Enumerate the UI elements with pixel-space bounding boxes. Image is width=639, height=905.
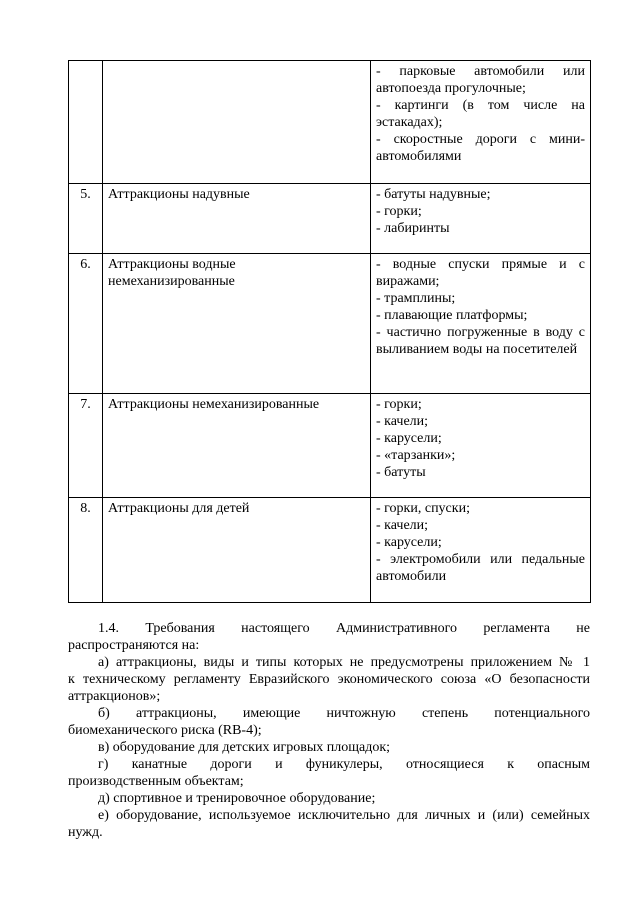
row-number: 5. xyxy=(69,184,103,254)
attraction-class: Аттракционы водные немеханизированные xyxy=(103,254,371,394)
table-row xyxy=(69,498,591,603)
paragraph-line: к техническому регламенту Евразийского экономического союза «О безопасности xyxy=(68,672,590,687)
paragraph-line: а) аттракционы, виды и типы которых не предусмотрены приложением № 1 xyxy=(98,655,590,670)
type-item: - водные спуски прямые и с виражами; xyxy=(376,257,585,289)
type-item: - «тарзанки»; xyxy=(376,448,456,463)
type-item: - лабиринты xyxy=(376,221,450,236)
type-item: - карусели; xyxy=(376,535,442,550)
paragraph-line: б) аттракционы, имеющие ничтожную степень потенциального xyxy=(98,706,590,721)
attractions-table xyxy=(68,60,591,603)
attraction-class: Аттракционы для детей xyxy=(103,498,371,603)
attraction-types xyxy=(371,498,591,603)
paragraph-line: биомеханического риска (RB-4); xyxy=(68,723,262,738)
table-row xyxy=(69,61,591,184)
section-1-4 xyxy=(68,620,590,841)
attraction-class: Аттракционы немеханизированные xyxy=(103,394,371,498)
type-item: - электромобили или педальные автомобили xyxy=(376,552,585,584)
table-row xyxy=(69,394,591,498)
attraction-types xyxy=(371,254,591,394)
type-item: - картинги (в том числе на эстакадах); xyxy=(376,98,585,130)
attraction-types xyxy=(371,394,591,498)
paragraph-line: распространяются на: xyxy=(68,638,200,653)
attraction-types xyxy=(371,184,591,254)
paragraph-item-a xyxy=(68,654,590,705)
table-row xyxy=(69,254,591,394)
type-item: - плавающие платформы; xyxy=(376,308,528,323)
paragraph-line: е) оборудование, используемое исключительно для личных и (или) семейных xyxy=(98,808,590,823)
paragraph-1-4 xyxy=(68,620,590,654)
type-item: - скоростные дороги с мини-автомобилями xyxy=(376,132,585,164)
paragraph-line: г) канатные дороги и фуникулеры, относящиеся к опасным xyxy=(98,757,590,772)
type-item: - горки; xyxy=(376,204,422,219)
row-number: 6. xyxy=(69,254,103,394)
attraction-class: Аттракционы надувные xyxy=(103,184,371,254)
type-item: - частично погруженные в воду с выливанием воды на посетителей xyxy=(376,325,585,357)
paragraph-item-b xyxy=(68,705,590,739)
paragraph-line: нужд. xyxy=(68,825,103,840)
type-item: - горки, спуски; xyxy=(376,501,470,516)
attraction-class xyxy=(103,61,371,184)
table-row xyxy=(69,184,591,254)
paragraph-item-g xyxy=(68,756,590,790)
type-item: - батуты надувные; xyxy=(376,187,491,202)
paragraph-item-e xyxy=(68,807,590,841)
row-number: 8. xyxy=(69,498,103,603)
paragraph-line: аттракционов»; xyxy=(68,689,161,704)
type-item: - батуты xyxy=(376,465,426,480)
type-item: - горки; xyxy=(376,397,422,412)
attraction-types xyxy=(371,61,591,184)
type-item: - трамплины; xyxy=(376,291,456,306)
row-number xyxy=(69,61,103,184)
type-item: - парковые автомобили или автопоезда прогулочные; xyxy=(376,64,585,96)
row-number: 7. xyxy=(69,394,103,498)
paragraph-line: производственным объектам; xyxy=(68,774,244,789)
type-item: - карусели; xyxy=(376,431,442,446)
paragraph-item-v: в) оборудование для детских игровых площадок; xyxy=(98,740,391,755)
paragraph-item-d: д) спортивное и тренировочное оборудование; xyxy=(98,791,376,806)
type-item: - качели; xyxy=(376,518,429,533)
paragraph-line: 1.4. Требования настоящего Административного регламента не xyxy=(98,621,590,636)
type-item: - качели; xyxy=(376,414,429,429)
